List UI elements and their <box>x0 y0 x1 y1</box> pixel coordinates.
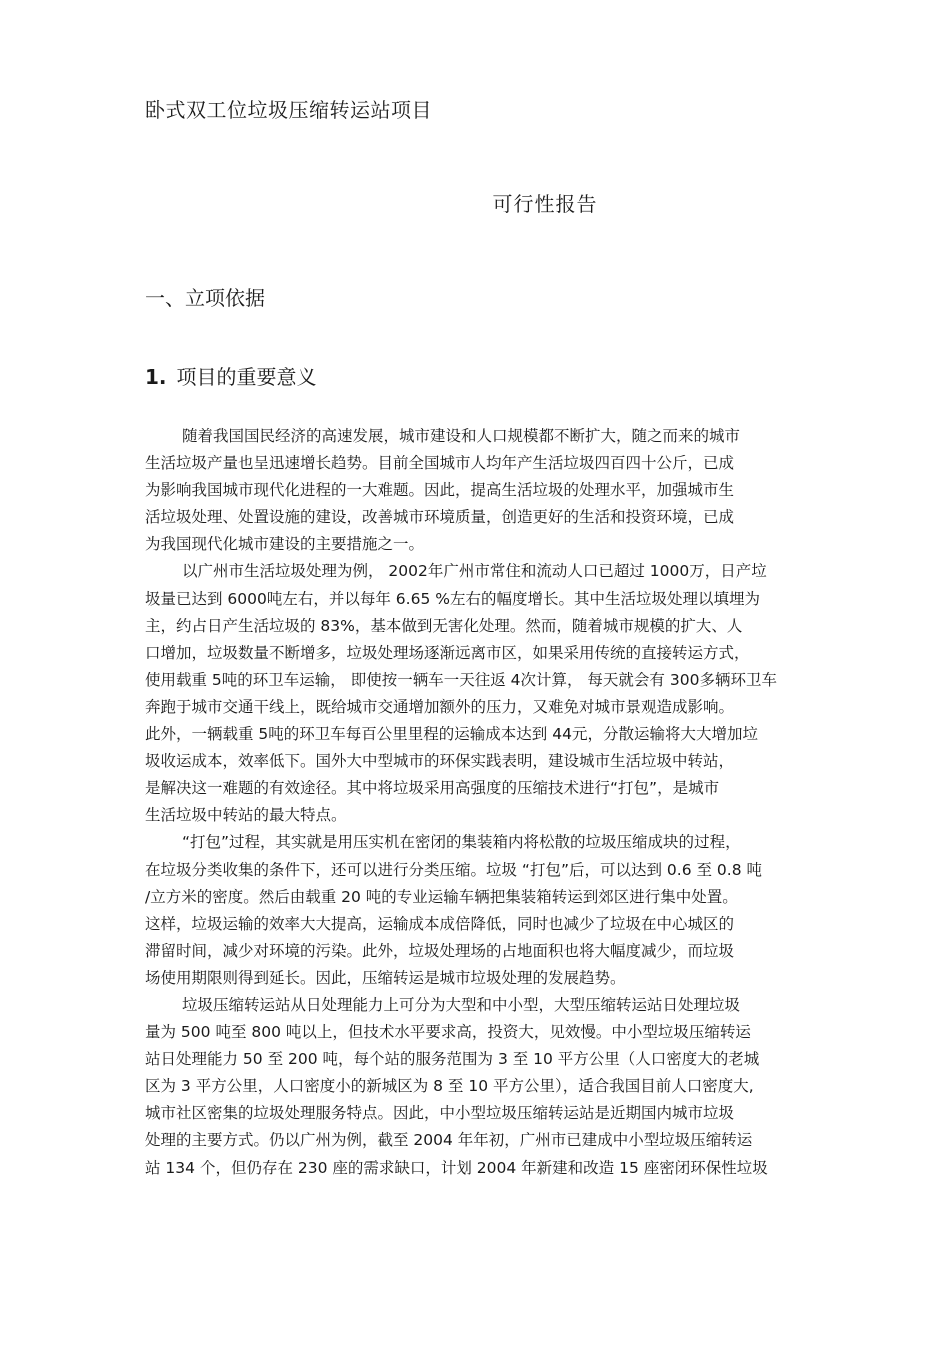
text-line: “打包”过程，其实就是用压实机在密闭的集装箱内将松散的垃圾压缩成块的过程， <box>182 833 741 852</box>
text-line: 处理的主要方式。仍以广州为例，截至 2004 年年初，广州市已建成中小型垃圾压缩转运 <box>145 1131 753 1150</box>
text-line: 是解决这一难题的有效途径。其中将垃圾采用高强度的压缩技术进行“打包”，是城市 <box>145 779 720 798</box>
text-line: 活垃圾处理、处置设施的建设，改善城市环境质量，创造更好的生活和投资环境，已成 <box>145 508 735 527</box>
text-line: 为影响我国城市现代化进程的一大难题。因此，提高生活垃圾的处理水平，加强城市生 <box>145 481 735 500</box>
text-line: 随着我国国民经济的高速发展，城市建设和人口规模都不断扩大，随之而来的城市 <box>182 427 741 445</box>
text-line: 垃圾压缩转运站从日处理能力上可分为大型和中小型，大型压缩转运站日处理垃圾 <box>182 995 741 1014</box>
subsection-title: 项目的重要意义 <box>176 365 317 389</box>
text-line: 口增加，垃圾数量不断增多，垃圾处理场逐渐远离市区，如果采用传统的直接转运方式， <box>145 643 750 662</box>
body-text <box>145 423 880 1182</box>
text-line: 奔跑于城市交通干线上，既给城市交通增加额外的压力，又难免对城市景观造成影响。 <box>145 697 735 716</box>
subsection-number: 1. <box>145 365 167 389</box>
text-line: 这样，垃圾运输的效率大大提高，运输成本成倍降低，同时也减少了垃圾在中心城区的 <box>145 914 735 933</box>
text-line: /立方米的密度。然后由载重 20 吨的专业运输车辆把集装箱转运到郊区进行集中处置。 <box>145 887 738 906</box>
subsection-heading <box>145 361 317 390</box>
text-line: 在垃圾分类收集的条件下，还可以进行分类压缩。垃圾 “打包”后，可以达到 0.6 至 0.8 吨 <box>145 860 762 879</box>
document-title: 卧式双工位垃圾压缩转运站项目 <box>145 98 432 122</box>
text-line: 城市社区密集的垃圾处理服务特点。因此，中小型垃圾压缩转运站是近期国内城市垃圾 <box>145 1104 735 1123</box>
text-line: 为我国现代化城市建设的主要措施之一。 <box>145 535 425 554</box>
text-line: 生活垃圾中转站的最大特点。 <box>145 806 347 825</box>
text-line: 此外，一辆载重 5吨的环卫车每百公里里程的运输成本达到 44元，分散运输将大大增加垃 <box>145 725 758 744</box>
section-heading: 一、立项依据 <box>145 286 265 310</box>
text-line: 圾收运成本，效率低下。国外大中型城市的环保实践表明，建设城市生活垃圾中转站， <box>145 752 735 771</box>
text-line: 使用载重 5吨的环卫车运输， 即使按一辆车一天往返 4次计算， 每天就会有 300多辆环卫车 <box>145 670 777 689</box>
text-line: 区为 3 平方公里，人口密度小的新城区为 8 至 10 平方公里），适合我国目前人口密度大, <box>145 1077 754 1096</box>
text-line: 主，约占日产生活垃圾的 83%，基本做到无害化处理。然而，随着城市规模的扩大、人 <box>145 616 743 635</box>
text-line: 站日处理能力 50 至 200 吨，每个站的服务范围为 3 至 10 平方公里（人口密度大的老城 <box>145 1050 760 1069</box>
text-line: 生活垃圾产量也呈迅速增长趋势。目前全国城市人均年产生活垃圾四百四十公斤，已成 <box>145 454 735 473</box>
text-line: 圾量已达到 6000吨左右，并以每年 6.65 %左右的幅度增长。其中生活垃圾处理以填埋为 <box>145 589 760 608</box>
text-line: 站 134 个，但仍存在 230 座的需求缺口，计划 2004 年新建和改造 15 座密闭环保性垃圾 <box>145 1158 768 1177</box>
text-line: 以广州市生活垃圾处理为例， 2002年广州市常住和流动人口已超过 1000万，日产垃 <box>182 562 767 581</box>
text-line: 滞留时间，减少对环境的污染。此外，垃圾处理场的占地面积也将大幅度减少，而垃圾 <box>145 941 735 960</box>
document-subtitle: 可行性报告 <box>492 192 598 216</box>
text-line: 场使用期限则得到延长。因此，压缩转运是城市垃圾处理的发展趋势。 <box>145 968 626 987</box>
text-line: 量为 500 吨至 800 吨以上，但技术水平要求高，投资大，见效慢。中小型垃圾压缩转运 <box>145 1023 751 1042</box>
